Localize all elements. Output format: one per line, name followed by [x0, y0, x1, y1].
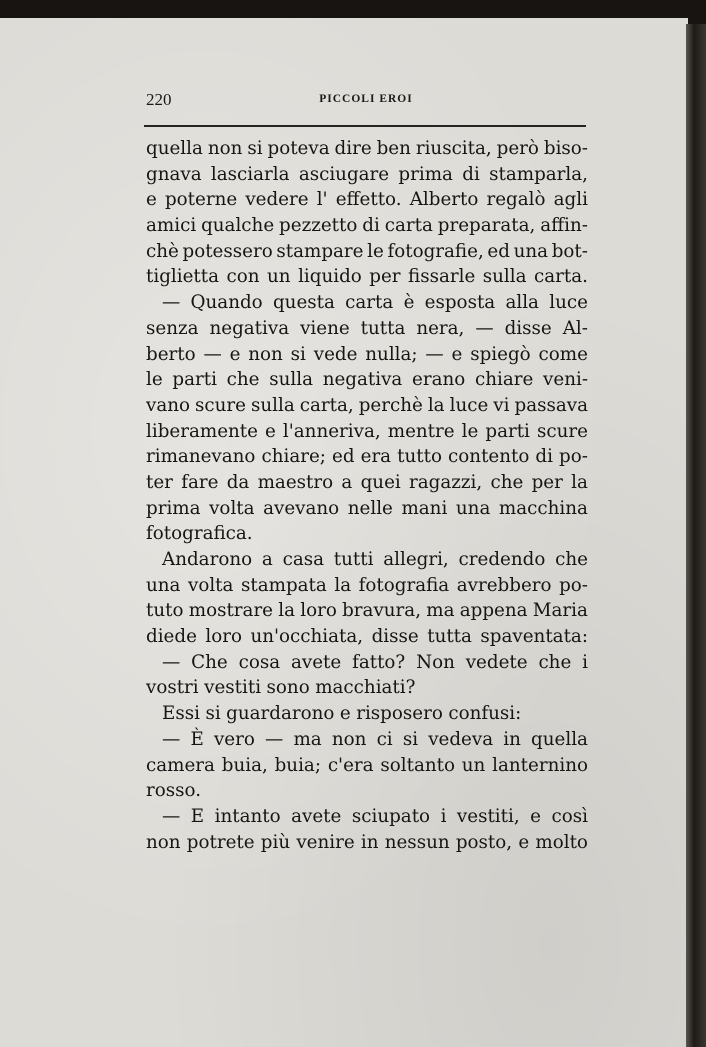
page-number: 220 — [146, 90, 172, 109]
text-line: — Quando questa carta è esposta alla luce — [162, 292, 588, 314]
text-line: una volta stampata la fotografia avrebbero po- — [146, 574, 588, 596]
text-line: — E intanto avete sciupato i vestiti, e così — [162, 805, 588, 827]
text-line: — Che cosa avete fatto? Non vedete che i — [162, 651, 588, 673]
header-rule — [144, 125, 586, 127]
text-line: liberamente e l'anneriva, mentre le parti scure — [146, 420, 588, 442]
text-line: senza negativa viene tutta nera, — disse Al- — [146, 317, 588, 339]
text-line: chè potessero stampare le fotografie, ed una bot- — [146, 240, 588, 262]
text-line: Andarono a casa tutti allegri, credendo che — [162, 549, 588, 570]
text-line: vostri vestiti sono macchiati? — [146, 677, 416, 699]
text-line: le parti che sulla negativa erano chiare veni- — [146, 369, 588, 391]
body-text — [146, 136, 588, 855]
text-line: camera buia, buia; c'era soltanto un lanternino — [146, 754, 588, 776]
text-line: diede loro un'occhiata, disse tutta spaventata: — [146, 626, 588, 648]
text-line: vano scure sulla carta, perchè la luce vi passava — [146, 394, 588, 416]
text-line: prima volta avevano nelle mani una macchina — [146, 497, 588, 519]
text-line: berto — e non si vede nulla; — e spiegò come — [146, 343, 588, 365]
text-line: e poterne vedere l' effetto. Alberto regalò agli — [146, 189, 588, 211]
text-line: gnava lasciarla asciugare prima di stamparla, — [146, 163, 588, 185]
text-line: fotografica. — [146, 523, 253, 545]
text-line: non potrete più venire in nessun posto, e molto — [146, 831, 588, 853]
text-line: Essi si guardarono e risposero confusi: — [162, 703, 522, 725]
page-header — [146, 90, 586, 112]
running-title: PICCOLI EROI — [319, 93, 413, 105]
text-line: — È vero — ma non ci si vedeva in quella — [162, 728, 588, 750]
text-line: rosso. — [146, 780, 202, 802]
text-line: tuto mostrare la loro bravura, ma appena Maria — [146, 600, 588, 622]
text-line: quella non si poteva dire ben riuscita, però biso- — [146, 138, 588, 159]
text-line: amici qualche pezzetto di carta preparata, affin- — [146, 215, 588, 237]
book-spine-edge — [686, 24, 706, 1047]
text-line: ter fare da maestro a quei ragazzi, che per la — [146, 471, 588, 493]
text-line: rimanevano chiare; ed era tutto contento di po- — [146, 446, 588, 468]
text-line: tiglietta con un liquido per fissarle sulla carta. — [146, 266, 588, 288]
